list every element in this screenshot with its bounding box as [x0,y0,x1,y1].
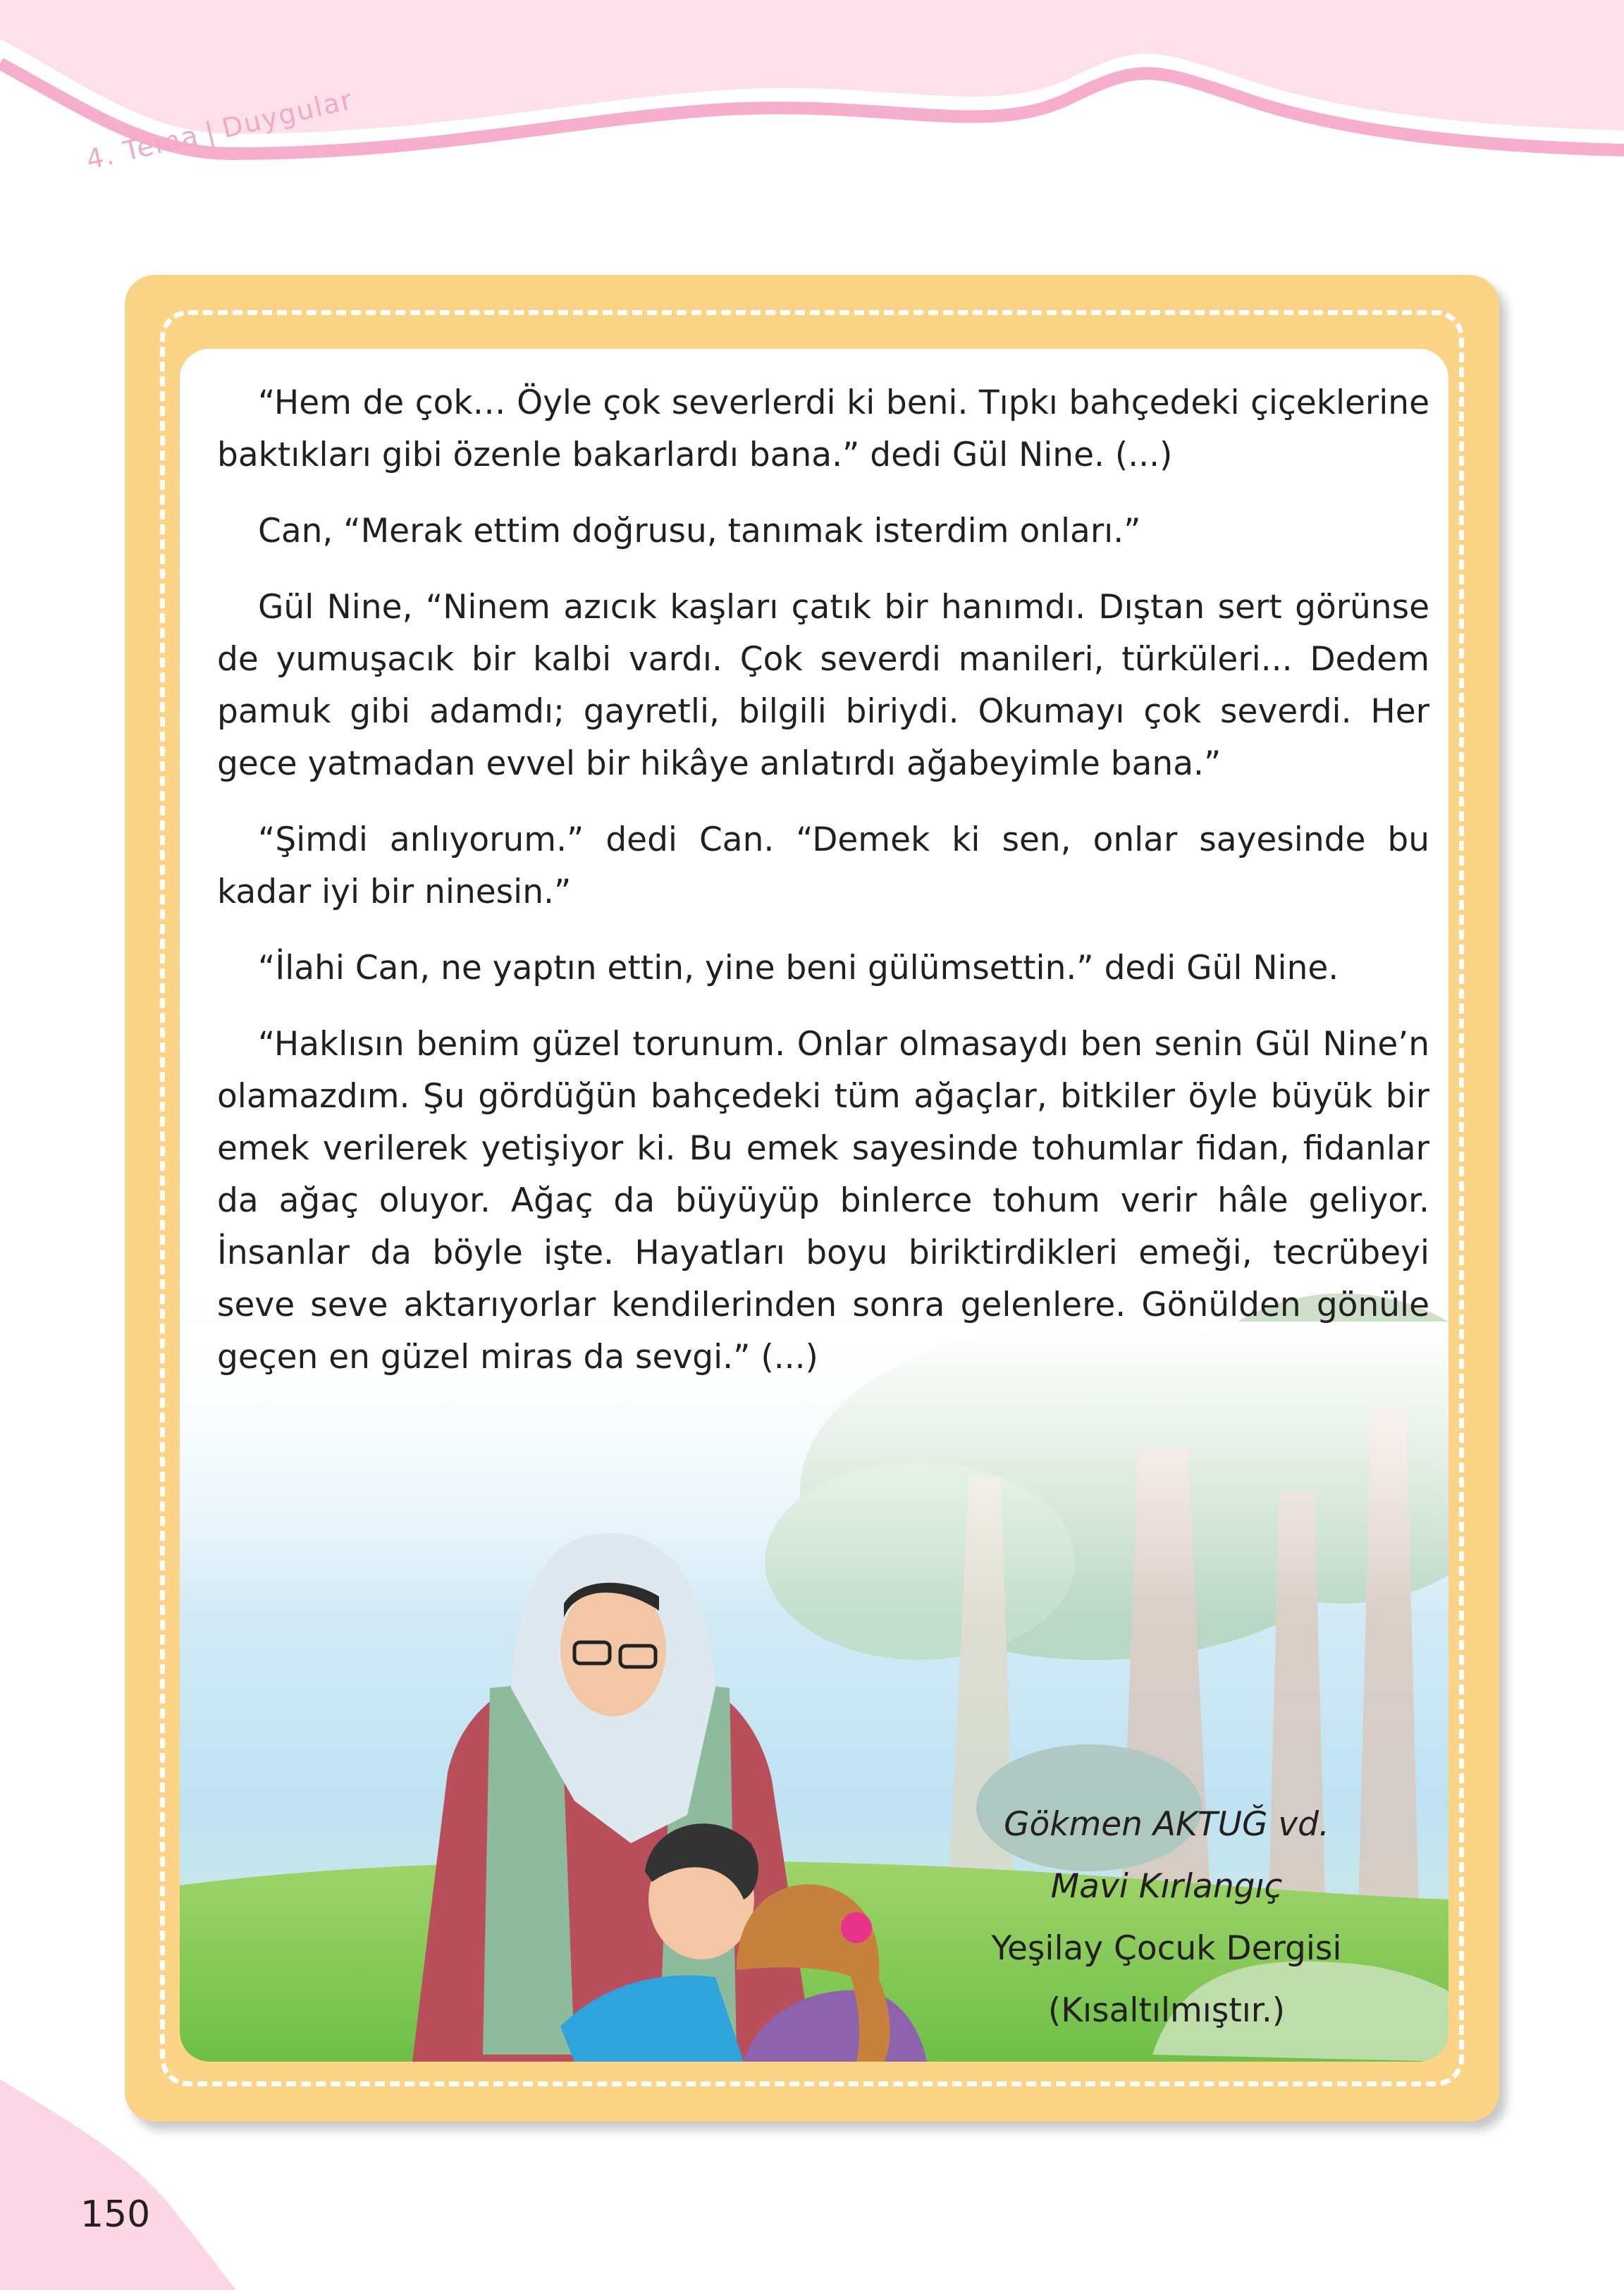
credit-author: Gökmen AKTUĞ vd. [1004,1805,1329,1844]
reading-panel [180,349,1448,2062]
story-paragraph: Gül Nine, “Ninem azıcık kaşları çatık bir hanımdı. Dıştan sert görünse de yumuşacık bir kalbi vardı. Çok severdi manileri, türküleri... Dedem pamuk gibi adamdı; gayretli, bilgili biriydi. Okumayı çok severdi. Her gece yatmadan evvel bir hikâye anlatırdı ağabeyimle bana.” [217,588,1429,783]
story-text [217,377,1429,1408]
corner-blob-decoration [0,2079,254,2290]
reading-card [125,275,1499,2122]
story-paragraph: “Şimdi anlıyorum.” dedi Can. “Demek ki sen, onlar sayesinde bu kadar iyi bir ninesin.” [217,820,1429,911]
story-paragraph: “İlahi Can, ne yaptın ettin, yine beni gülümsettin.” dedi Gül Nine. [258,949,1339,987]
credit-source: Yeşilay Çocuk Dergisi [991,1929,1342,1968]
credit-title: Mavi Kırlangıç [1050,1867,1283,1906]
theme-name: Duygular [219,84,357,144]
story-paragraph: “Haklısın benim güzel torunum. Onlar olmasaydı ben senin Gül Nine’n olamazdım. Şu gördüğün bahçedeki tüm ağaçlar, bitkiler öyle büyük bir emek verilerek yetişiyor ki. Bu emek sayesinde tohumlar fidan, fidanlar da ağaç oluyor. Ağaç da büyüyüp binlerce tohum verir hâle geliyor. İnsanlar da böyle işte. Hayatları boyu biriktirdikleri emeği, tecrübeyi seve seve aktarıyorlar kendilerinden sonra gelenlere. Gönülden gönüle geçen en güzel miras da sevgi.” (...) [217,1025,1429,1377]
credit-note: (Kısaltılmıştır.) [1047,1991,1286,2030]
story-paragraph: “Hem de çok… Öyle çok severlerdi ki beni. Tıpkı bahçedeki çiçeklerine baktıkları gibi özenle bakarlardı bana.” dedi Gül Nine. (...) [217,383,1429,474]
theme-separator: | [202,115,219,149]
page-number: 150 [80,2193,151,2236]
header-wave-decoration [0,0,1624,183]
story-paragraph: Can, “Merak ettim doğrusu, tanımak isterdim onları.” [258,512,1141,550]
source-credits [941,1794,1392,2042]
theme-number: 4. Tema [83,119,202,176]
